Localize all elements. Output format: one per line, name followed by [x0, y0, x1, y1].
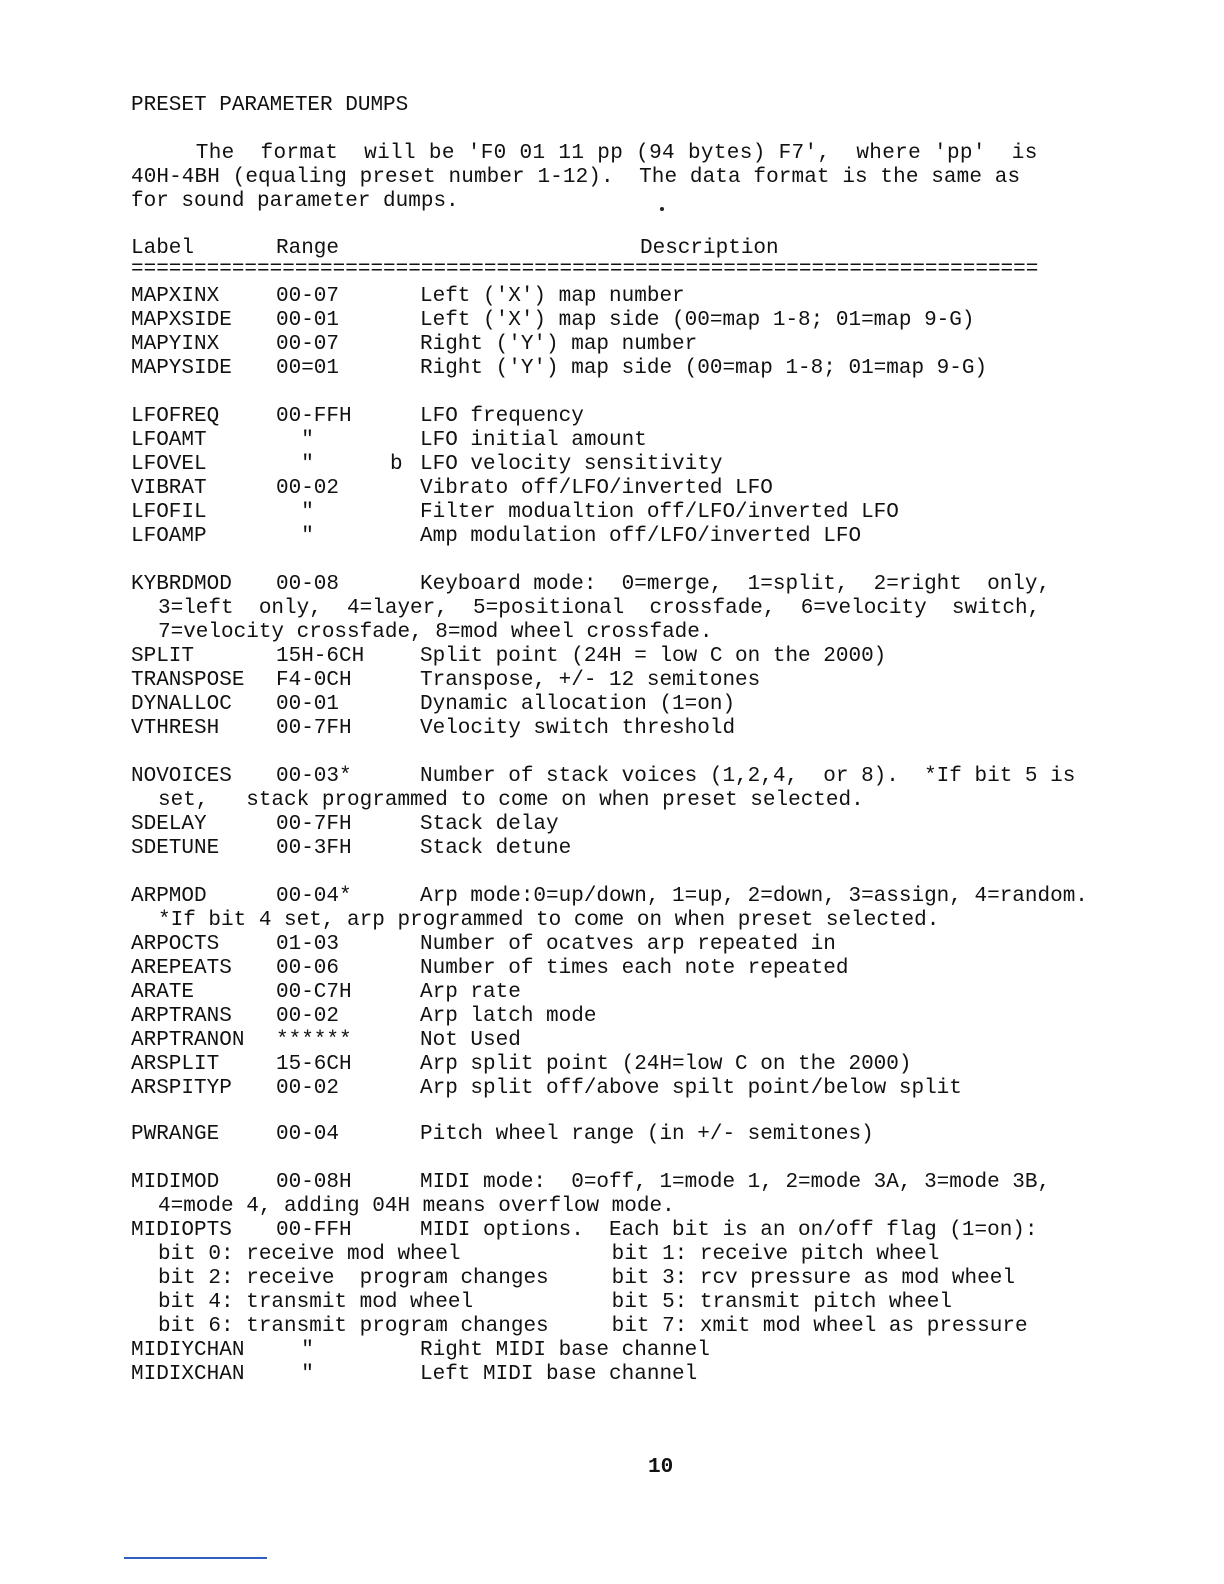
param-label: NOVOICES — [131, 765, 232, 788]
param-label: ARPTRANON — [131, 1029, 245, 1052]
column-header-description: Description — [640, 237, 779, 260]
param-range: 00-7FH — [276, 717, 352, 740]
param-range: 00-02 — [276, 1077, 340, 1100]
param-label: MIDIYCHAN — [131, 1339, 245, 1362]
param-label: MIDIMOD — [131, 1171, 220, 1194]
param-range: 00-3FH — [276, 837, 352, 860]
param-description: Arp split point (24H=low C on the 2000) — [420, 1053, 912, 1076]
param-description: MIDI mode: 0=off, 1=mode 1, 2=mode 3A, 3=mode 3B, — [420, 1171, 1051, 1194]
param-label: ARPMOD — [131, 885, 207, 908]
param-description: Split point (24H = low C on the 2000) — [420, 645, 887, 668]
param-range: 00-08H — [276, 1171, 352, 1194]
param-range: 15H-6CH — [276, 645, 365, 668]
param-range: 00-08 — [276, 573, 340, 596]
param-description: Right ('Y') map number — [420, 333, 698, 356]
param-label: AREPEATS — [131, 957, 232, 980]
param-range: 00-04* — [276, 885, 352, 908]
param-description: Stack detune — [420, 837, 572, 860]
param-range: 01-03 — [276, 933, 340, 956]
param-range: 15-6CH — [276, 1053, 352, 1076]
param-label: VTHRESH — [131, 717, 220, 740]
param-label: ARATE — [131, 981, 195, 1004]
param-label: ARPTRANS — [131, 1005, 232, 1028]
param-label: SDETUNE — [131, 837, 220, 860]
speck-mark — [660, 207, 664, 211]
page-title: PRESET PARAMETER DUMPS — [131, 94, 409, 117]
param-description: Keyboard mode: 0=merge, 1=split, 2=right only, — [420, 573, 1051, 596]
param-description: Left ('X') map side (00=map 1-8; 01=map 9-G) — [420, 309, 975, 332]
param-label: MAPYINX — [131, 333, 220, 356]
param-label: TRANSPOSE — [131, 669, 245, 692]
param-description: LFO initial amount — [420, 429, 647, 452]
param-label: ARPOCTS — [131, 933, 220, 956]
param-label: SDELAY — [131, 813, 207, 836]
param-range: 00-FFH — [276, 405, 352, 428]
param-description: Dynamic allocation (1=on) — [420, 693, 736, 716]
param-label: LFOAMP — [131, 525, 207, 548]
row-continuation: bit 6: transmit program changes bit 7: xmit mod wheel as pressure — [158, 1315, 1028, 1338]
param-label: DYNALLOC — [131, 693, 232, 716]
row-continuation: *If bit 4 set, arp programmed to come on when preset selected. — [158, 909, 940, 932]
param-label: SPLIT — [131, 645, 195, 668]
param-label: LFOFIL — [131, 501, 207, 524]
param-range: " — [276, 501, 314, 524]
param-description: Number of times each note repeated — [420, 957, 849, 980]
param-description: Arp mode:0=up/down, 1=up, 2=down, 3=assign, 4=random. — [420, 885, 1088, 908]
param-label: KYBRDMOD — [131, 573, 232, 596]
param-label: MAPXINX — [131, 285, 220, 308]
param-label: PWRANGE — [131, 1123, 220, 1146]
row-continuation: 7=velocity crossfade, 8=mod wheel crossfade. — [158, 621, 713, 644]
param-range: 00-03* — [276, 765, 352, 788]
param-range: " — [276, 453, 314, 476]
param-label: LFOVEL — [131, 453, 207, 476]
param-description: Transpose, +/- 12 semitones — [420, 669, 761, 692]
footer-link-underline — [124, 1557, 267, 1559]
intro-line-2: 40H-4BH (equaling preset number 1-12). The data format is the same as — [131, 166, 1021, 189]
param-range: F4-0CH — [276, 669, 352, 692]
param-range: 00-07 — [276, 333, 340, 356]
param-description: Number of stack voices (1,2,4, or 8). *If bit 5 is — [420, 765, 1076, 788]
param-description: Right MIDI base channel — [420, 1339, 710, 1362]
param-range: 00-06 — [276, 957, 340, 980]
param-label: LFOFREQ — [131, 405, 220, 428]
param-range: 00-04 — [276, 1123, 340, 1146]
param-label: MAPXSIDE — [131, 309, 232, 332]
row-continuation: set, stack programmed to come on when preset selected. — [158, 789, 864, 812]
param-range: 00=01 — [276, 357, 340, 380]
param-range: " — [276, 1363, 314, 1386]
param-description: Not Used — [420, 1029, 521, 1052]
param-description: MIDI options. Each bit is an on/off flag (1=on): — [420, 1219, 1038, 1242]
param-range: 00-07 — [276, 285, 340, 308]
row-continuation: bit 4: transmit mod wheel bit 5: transmit pitch wheel — [158, 1291, 952, 1314]
param-description: Vibrato off/LFO/inverted LFO — [420, 477, 773, 500]
param-range: 00-01 — [276, 309, 340, 332]
param-range: " — [276, 1339, 314, 1362]
param-description: Velocity switch threshold — [420, 717, 736, 740]
param-description: Filter modualtion off/LFO/inverted LFO — [420, 501, 899, 524]
param-description: Arp split off/above spilt point/below split — [420, 1077, 962, 1100]
param-label: MIDIOPTS — [131, 1219, 232, 1242]
param-range: " — [276, 525, 314, 548]
param-description: Stack delay — [420, 813, 559, 836]
param-label: ARSPLIT — [131, 1053, 220, 1076]
param-description: Arp rate — [420, 981, 521, 1004]
param-range: 00-FFH — [276, 1219, 352, 1242]
param-description: Pitch wheel range (in +/- semitones) — [420, 1123, 874, 1146]
row-continuation: bit 2: receive program changes bit 3: rcv pressure as mod wheel — [158, 1267, 1015, 1290]
column-header-label: Label — [131, 237, 195, 260]
param-label: MAPYSIDE — [131, 357, 232, 380]
column-header-range: Range — [276, 237, 340, 260]
header-separator: ======================================================================== — [131, 258, 1039, 281]
param-label: ARSPITYP — [131, 1077, 232, 1100]
param-label: LFOAMT — [131, 429, 207, 452]
row-continuation: 4=mode 4, adding 04H means overflow mode. — [158, 1195, 675, 1218]
param-description: Right ('Y') map side (00=map 1-8; 01=map 9-G) — [420, 357, 988, 380]
param-range: 00-7FH — [276, 813, 352, 836]
param-description: Left ('X') map number — [420, 285, 685, 308]
param-range: 00-02 — [276, 477, 340, 500]
intro-line-1: The format will be 'F0 01 11 pp (94 bytes) F7', where 'pp' is — [131, 142, 1038, 165]
param-description: LFO frequency — [420, 405, 584, 428]
row-continuation: 3=left only, 4=layer, 5=positional crossfade, 6=velocity switch, — [158, 597, 1041, 620]
param-range: ****** — [276, 1029, 352, 1052]
stray-mark: b — [390, 453, 403, 476]
param-range: 00-02 — [276, 1005, 340, 1028]
param-label: MIDIXCHAN — [131, 1363, 245, 1386]
param-range: 00-01 — [276, 693, 340, 716]
param-description: Left MIDI base channel — [420, 1363, 698, 1386]
page-number: 10 — [648, 1456, 674, 1479]
param-range: " — [276, 429, 314, 452]
param-label: VIBRAT — [131, 477, 207, 500]
param-description: Arp latch mode — [420, 1005, 597, 1028]
param-description: Amp modulation off/LFO/inverted LFO — [420, 525, 862, 548]
param-range: 00-C7H — [276, 981, 352, 1004]
row-continuation: bit 0: receive mod wheel bit 1: receive pitch wheel — [158, 1243, 940, 1266]
param-description: LFO velocity sensitivity — [420, 453, 723, 476]
param-description: Number of ocatves arp repeated in — [420, 933, 836, 956]
intro-line-3: for sound parameter dumps. — [131, 190, 459, 213]
